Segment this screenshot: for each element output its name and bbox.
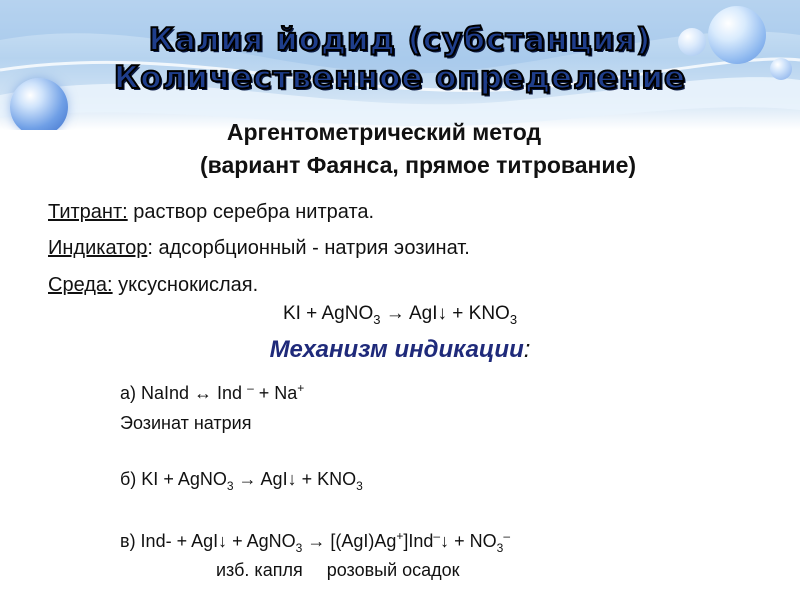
reaction-superscript: + [297, 381, 305, 395]
equation-middle: → AgI↓ + KNO [380, 303, 510, 324]
reaction-a [120, 381, 304, 404]
medium-label: Среда: [48, 274, 113, 296]
reaction-subscript: 3 [226, 479, 234, 493]
method-name: Аргентометрический метод [226, 119, 542, 145]
equation-subscript: 3 [373, 312, 381, 327]
reaction-superscript: – [433, 529, 441, 543]
equation-subscript: 3 [509, 312, 518, 327]
titrant-value: раствор серебра нитрата. [127, 201, 375, 223]
mechanism-heading [0, 336, 800, 364]
reaction-text: + Na [253, 383, 298, 403]
reaction-text: ↓ + NO [440, 531, 497, 551]
reaction-b [120, 469, 363, 493]
indicator-label: Индикатор [48, 237, 148, 259]
equation-left: KI + AgNO [282, 303, 374, 324]
reaction-subscript: 3 [356, 479, 363, 493]
reaction-superscript: – [247, 381, 254, 395]
titrant-line [48, 201, 374, 224]
slide-subtitle: Количественное определение [113, 60, 687, 96]
pink-precipitate-note: розовый осадок [326, 560, 460, 580]
mechanism-colon: : [523, 336, 531, 363]
reaction-a-name: Эозинат натрия [120, 413, 252, 433]
slide-title: Калия йодид (субстанция) [148, 22, 652, 58]
method-variant: (вариант Фаянса, прямое титрование) [199, 152, 637, 178]
medium-line [48, 274, 258, 297]
reaction-text: → [(AgI)Ag [302, 531, 397, 551]
excess-drop-note: изб. капля [216, 560, 303, 580]
reaction-subscript: 3 [496, 541, 504, 555]
indicator-value: : адсорбционный - натрия эозинат. [147, 237, 470, 259]
medium-value: уксуснокислая. [112, 274, 259, 296]
main-equation [0, 303, 800, 325]
reaction-c [120, 529, 510, 555]
reaction-text: → AgI↓ + KNO [233, 469, 357, 489]
mechanism-heading-text: Механизм индикации [269, 336, 524, 363]
reaction-text: б) KI + AgNO [120, 469, 227, 489]
reaction-text: в) Ind- + AgI↓ + AgNO [120, 531, 296, 551]
reaction-superscript: + [396, 529, 404, 543]
indicator-line [48, 237, 470, 260]
reaction-notes [216, 560, 460, 581]
reaction-subscript: 3 [295, 541, 303, 555]
reaction-superscript: – [503, 529, 510, 543]
reaction-text: а) NaInd ↔ Ind [120, 383, 248, 403]
titrant-label: Титрант: [48, 201, 128, 223]
reaction-text: ]Ind [403, 531, 434, 551]
